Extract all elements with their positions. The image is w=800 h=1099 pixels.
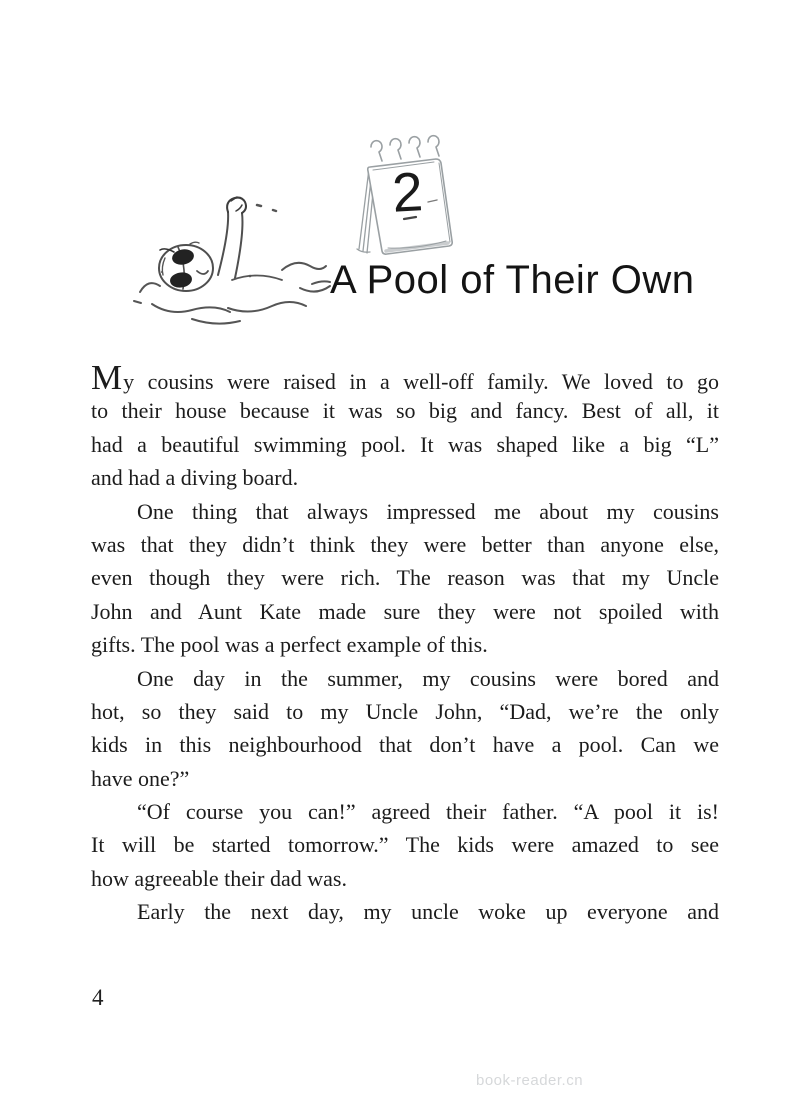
- text-line: was that they didn’t think they were better than anyone else,: [91, 531, 719, 557]
- text-line: One thing that always impressed me about my cousins: [137, 498, 719, 524]
- text-line: gifts. The pool was a perfect example of this.: [91, 632, 488, 658]
- text-line: kids in this neighbourhood that don’t have a pool. Can we: [91, 732, 719, 758]
- text-line: “Of course you can!” agreed their father. “A pool it is!: [137, 799, 719, 825]
- swimmer-illustration: [132, 172, 332, 327]
- text-line: to their house because it was so big and fancy. Best of all, it: [91, 398, 719, 424]
- text-line: Early the next day, my uncle woke up everyone and: [137, 899, 719, 925]
- watermark: book-reader.cn: [476, 1072, 584, 1089]
- drop-cap: M: [91, 358, 124, 397]
- text-line: It will be started tomorrow.” The kids were amazed to see: [91, 832, 719, 858]
- text-line-rest: y cousins were raised in a well-off family. We loved to go: [123, 369, 719, 394]
- page-number: 4: [92, 985, 104, 1010]
- body-text: [91, 358, 719, 929]
- chapter-title: A Pool of Their Own: [330, 258, 695, 302]
- chapter-number: 2: [390, 160, 425, 224]
- text-line: had a beautiful swimming pool. It was shaped like a big “L”: [91, 431, 719, 457]
- text-line: how agreeable their dad was.: [91, 865, 347, 891]
- chapter-calendar-illustration: [349, 131, 469, 266]
- text-line: [91, 358, 719, 397]
- text-line: hot, so they said to my Uncle John, “Dad, we’re the only: [91, 698, 719, 724]
- text-line: John and Aunt Kate made sure they were not spoiled with: [91, 598, 719, 624]
- text-line: One day in the summer, my cousins were bored and: [137, 665, 719, 691]
- text-line: have one?”: [91, 765, 190, 791]
- text-line: even though they were rich. The reason was that my Uncle: [91, 565, 719, 591]
- text-line: and had a diving board.: [91, 465, 299, 491]
